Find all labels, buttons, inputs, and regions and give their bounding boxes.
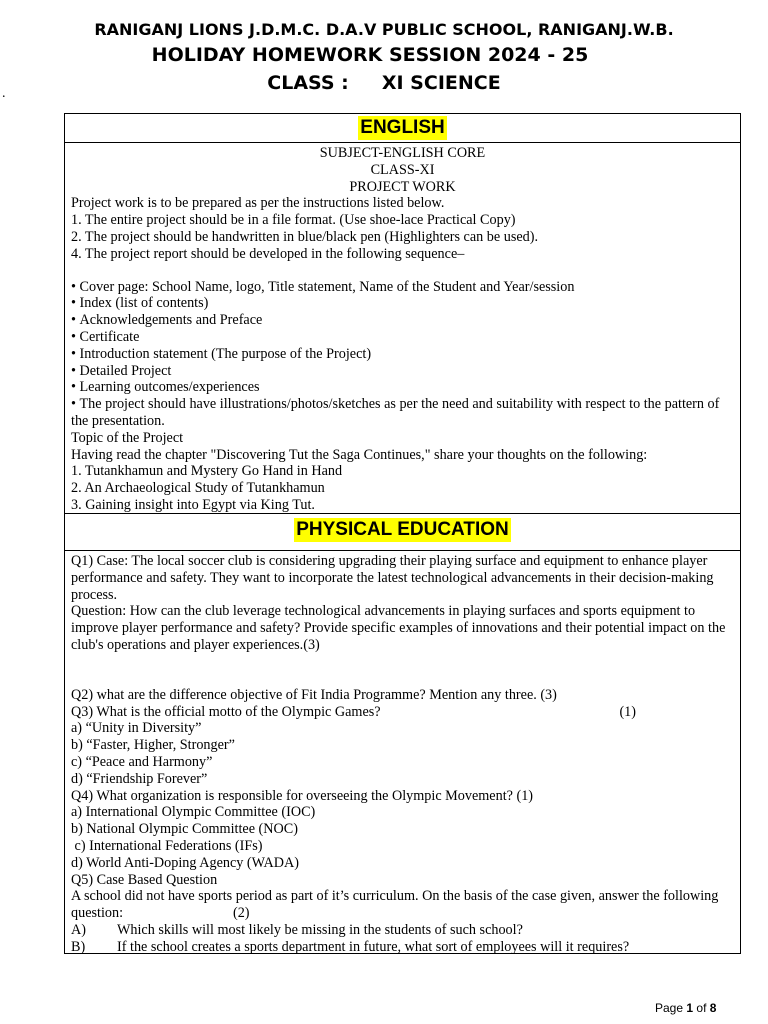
pe-heading-cell <box>65 514 741 551</box>
english-intro-line: 4. The project report should be developed in the following sequence– <box>71 245 465 262</box>
class-title: CLASS : XI SCIENCE <box>267 72 501 94</box>
pe-q5-part-label: B) <box>71 938 86 955</box>
pe-q3-option: b) “Faster, Higher, Stronger” <box>71 737 235 754</box>
page-total: 8 <box>709 1001 717 1015</box>
pe-q5-part-text: Which skills will most likely be missing in the students of such school? <box>117 921 523 938</box>
session-title: HOLIDAY HOMEWORK SESSION 2024 - 25 <box>151 44 589 66</box>
english-topic-line: 1. Tutankhamun and Mystery Go Hand in Hand <box>71 463 343 480</box>
pe-q5-part <box>71 939 734 956</box>
pe-q3-marks: (1) <box>619 703 636 720</box>
pe-q4-option: a) International Olympic Committee (IOC) <box>71 804 316 821</box>
english-bullet: • Introduction statement (The purpose of the Project) <box>71 346 734 363</box>
english-bullet: • Cover page: School Name, logo, Title statement, Name of the Student and Year/session <box>71 279 734 296</box>
pe-q4-option: b) National Olympic Committee (NOC) <box>71 821 298 838</box>
english-bullet: • The project should have illustrations/photos/sketches as per the need and suitability with respect to the pattern of the presentation. <box>71 396 734 430</box>
english-subject-line: SUBJECT-ENGLISH CORE <box>319 145 486 161</box>
pe-q1-case: Q1) Case: The local soccer club is considering upgrading their playing surface and equipment to enhance player performance and safety. They want to incorporate the latest technological advancements in their decision-making process. <box>71 553 714 603</box>
english-intro-line: 2. The project should be handwritten in blue/black pen (Highlighters can be used). <box>71 228 539 245</box>
stray-dot: . <box>2 86 6 101</box>
of-word: of <box>696 1001 707 1015</box>
pe-q5: Q5) Case Based Question <box>71 871 218 888</box>
english-intro-line: 1. The entire project should be in a file format. (Use shoe-lace Practical Copy) <box>71 212 516 229</box>
english-topic-line: Having read the chapter "Discovering Tut the Saga Continues," share your thoughts on the following: <box>71 446 648 463</box>
pe-q4-option: c) International Federations (IFs) <box>71 837 263 854</box>
english-class-line: CLASS-XI <box>370 161 435 178</box>
page-word: Page <box>655 1001 684 1015</box>
english-project-line: PROJECT WORK <box>349 178 456 195</box>
pe-q3-option: d) “Friendship Forever” <box>71 770 208 787</box>
homework-table <box>64 113 741 954</box>
page-number: 1 <box>686 1001 694 1015</box>
pe-q3-option: a) “Unity in Diversity” <box>71 720 202 737</box>
english-topic-line: 2. An Archaeological Study of Tutankhamun <box>71 480 325 497</box>
pe-q5-part-label: A) <box>71 921 86 938</box>
english-bullet: • Acknowledgements and Preface <box>71 312 734 329</box>
english-topic-line: 3. Gaining insight into Egypt via King Tut. <box>71 496 315 513</box>
english-bullet: • Detailed Project <box>71 363 734 380</box>
english-heading-cell <box>65 114 741 143</box>
pe-q5-part-text: If the school creates a sports department in future, what sort of employees will it requires? <box>117 938 630 955</box>
english-intro-line: Project work is to be prepared as per the instructions listed below. <box>71 195 445 212</box>
pe-q1-question: Question: How can the club leverage technological advancements in playing surfaces and sports equipment to improve player performance and safety? Provide specific examples of innovations and their potential impact on the club's operations and player experiences.(3) <box>71 603 726 653</box>
pe-heading: PHYSICAL EDUCATION <box>296 519 509 540</box>
pe-q2: Q2) what are the difference objective of Fit India Programme? Mention any three. (3) <box>71 686 557 703</box>
english-bullet: • Certificate <box>71 329 734 346</box>
english-heading: ENGLISH <box>360 117 445 138</box>
pe-q4: Q4) What organization is responsible for overseeing the Olympic Movement? (1) <box>71 787 534 804</box>
pe-q5-part <box>71 922 734 939</box>
pe-q4-option: d) World Anti-Doping Agency (WADA) <box>71 854 299 871</box>
english-bullet: • Learning outcomes/experiences <box>71 379 734 396</box>
pe-content-cell <box>65 551 741 954</box>
pe-q3-option: c) “Peace and Harmony” <box>71 753 213 770</box>
english-content-cell <box>65 143 741 514</box>
pe-q5-text: A school did not have sports period as part of it’s curriculum. On the basis of the case given, answer the following question: (2) <box>71 888 722 922</box>
pe-q3: Q3) What is the official motto of the Olympic Games? <box>71 703 381 720</box>
english-bullet: • Index (list of contents) <box>71 295 734 312</box>
school-name: RANIGANJ LIONS J.D.M.C. D.A.V PUBLIC SCHOOL, RANIGANJ.W.B. <box>94 20 674 39</box>
english-topic-label: Topic of the Project <box>71 429 184 446</box>
page-footer <box>655 1001 716 1015</box>
